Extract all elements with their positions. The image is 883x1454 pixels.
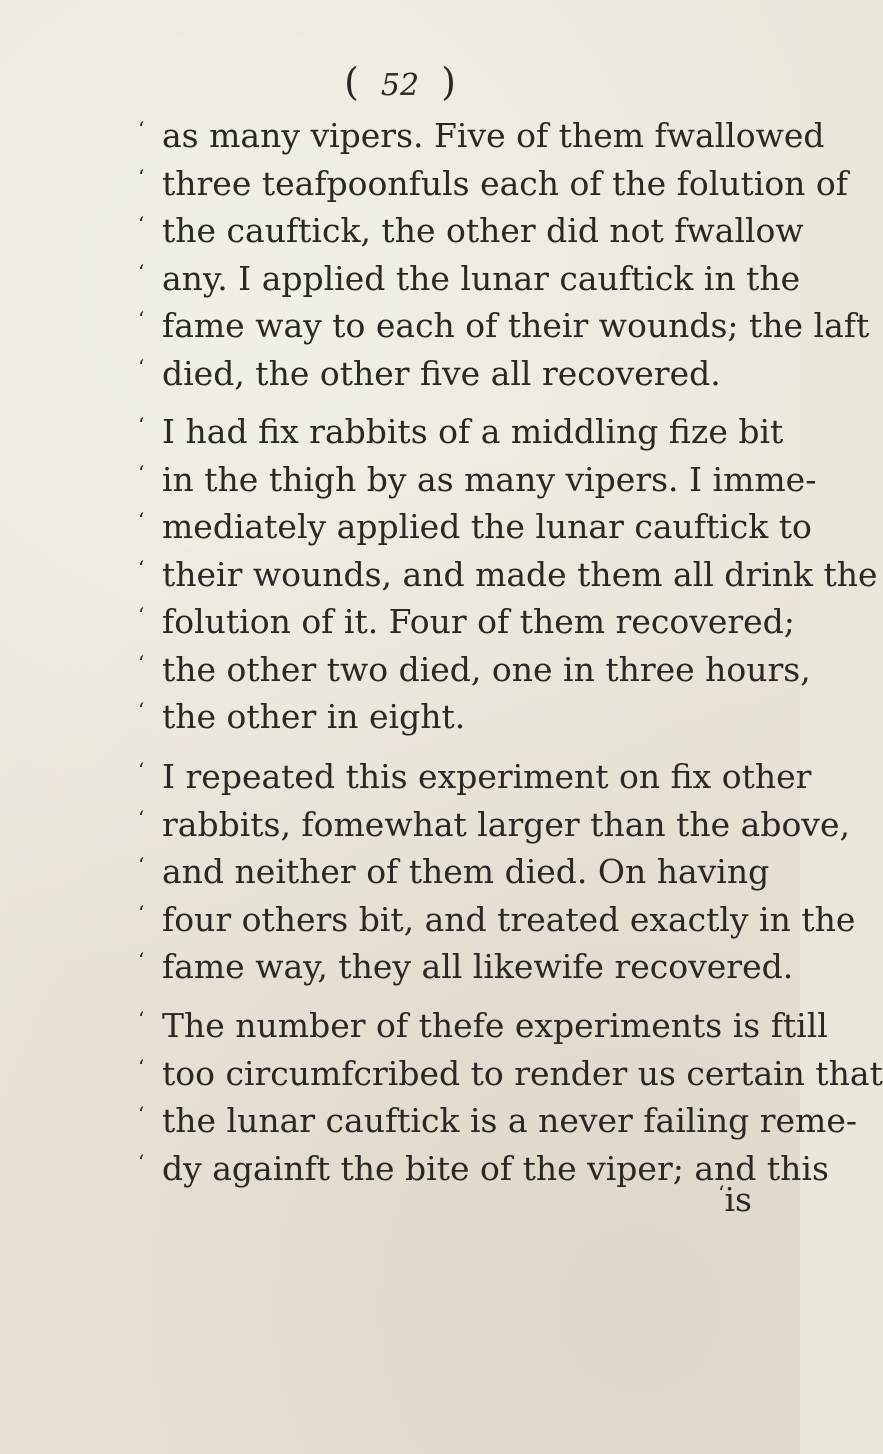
quote-mark: ‘ <box>138 1054 145 1079</box>
text-line: ‘ dy againft the bite of the viper; and this <box>138 1145 718 1193</box>
catchword: ‘is <box>0 1176 752 1223</box>
quote-mark: ‘ <box>138 853 145 877</box>
text-line: ‘ died, the other five all recovered. <box>138 350 718 398</box>
text-line: ‘ the other two died, one in three hours, <box>138 646 718 694</box>
quote-mark: ‘ <box>138 1102 145 1126</box>
text-line: ‘ three teafpoonfuls each of the folution of <box>138 160 718 208</box>
quote-mark: ‘ <box>138 805 145 830</box>
paragraph-3 <box>138 753 856 991</box>
quote-mark: ‘ <box>138 698 145 722</box>
quote-mark: ‘ <box>138 413 145 437</box>
page-number: 52 <box>380 68 420 103</box>
quote-mark: ‘ <box>138 460 145 485</box>
text-line: ‘ I repeated this experiment on fix other <box>138 753 718 801</box>
page-header <box>0 62 800 106</box>
quote-mark: ‘ <box>138 508 145 532</box>
quote-mark: ‘ <box>138 603 145 627</box>
paragraph-4 <box>138 1002 883 1192</box>
quote-mark: ‘ <box>138 307 145 331</box>
text-line: ‘ too circumfcribed to render us certain that <box>138 1050 718 1098</box>
quote-mark: ‘ <box>138 555 145 580</box>
text-line: ‘ and neither of them died. On having <box>138 848 718 896</box>
quote-mark: ‘ <box>138 1149 145 1174</box>
quote-mark: ‘ <box>138 650 145 675</box>
quote-mark: ‘ <box>138 758 145 782</box>
quote-mark: ‘ <box>138 900 145 925</box>
text-line: ‘ fame way, they all likewife recovered. <box>138 943 718 991</box>
text-line: ‘ four others bit, and treated exactly in the <box>138 896 718 944</box>
text-line: ‘ the cauftick, the other did not fwallow <box>138 207 718 255</box>
quote-mark: ‘ <box>138 117 145 141</box>
paragraph-2 <box>138 408 878 741</box>
text-line: ‘ mediately applied the lunar cauftick to <box>138 503 718 551</box>
text-line: ‘ the other in eight. <box>138 693 718 741</box>
text-line: ‘ their wounds, and made them all drink the <box>138 551 718 599</box>
text-line: ‘ the lunar cauftick is a never failing reme- <box>138 1097 718 1145</box>
text-line: ‘ any. I applied the lunar cauftick in the <box>138 255 718 303</box>
quote-mark: ‘ <box>138 354 145 379</box>
text-line: ‘ The number of thefe experiments is ftill <box>138 1002 718 1050</box>
paragraph-1 <box>138 112 870 397</box>
quote-mark: ‘ <box>718 1181 725 1205</box>
quote-mark: ‘ <box>138 1007 145 1031</box>
quote-mark: ‘ <box>138 259 145 284</box>
quote-mark: ‘ <box>138 164 145 189</box>
text-line: ‘ rabbits, fomewhat larger than the above, <box>138 801 718 849</box>
quote-mark: ‘ <box>138 948 145 972</box>
text-line: ‘ I had fix rabbits of a middling fize bit <box>138 408 718 456</box>
open-paren: ( <box>344 60 359 104</box>
text-line: ‘ fame way to each of their wounds; the laft <box>138 302 718 350</box>
text-line: ‘ folution of it. Four of them recovered; <box>138 598 718 646</box>
quote-mark: ‘ <box>138 212 145 236</box>
text-line: ‘ as many vipers. Five of them fwallowed <box>138 112 718 160</box>
text-line: ‘ in the thigh by as many vipers. I imme- <box>138 456 718 504</box>
close-paren: ) <box>441 60 456 104</box>
